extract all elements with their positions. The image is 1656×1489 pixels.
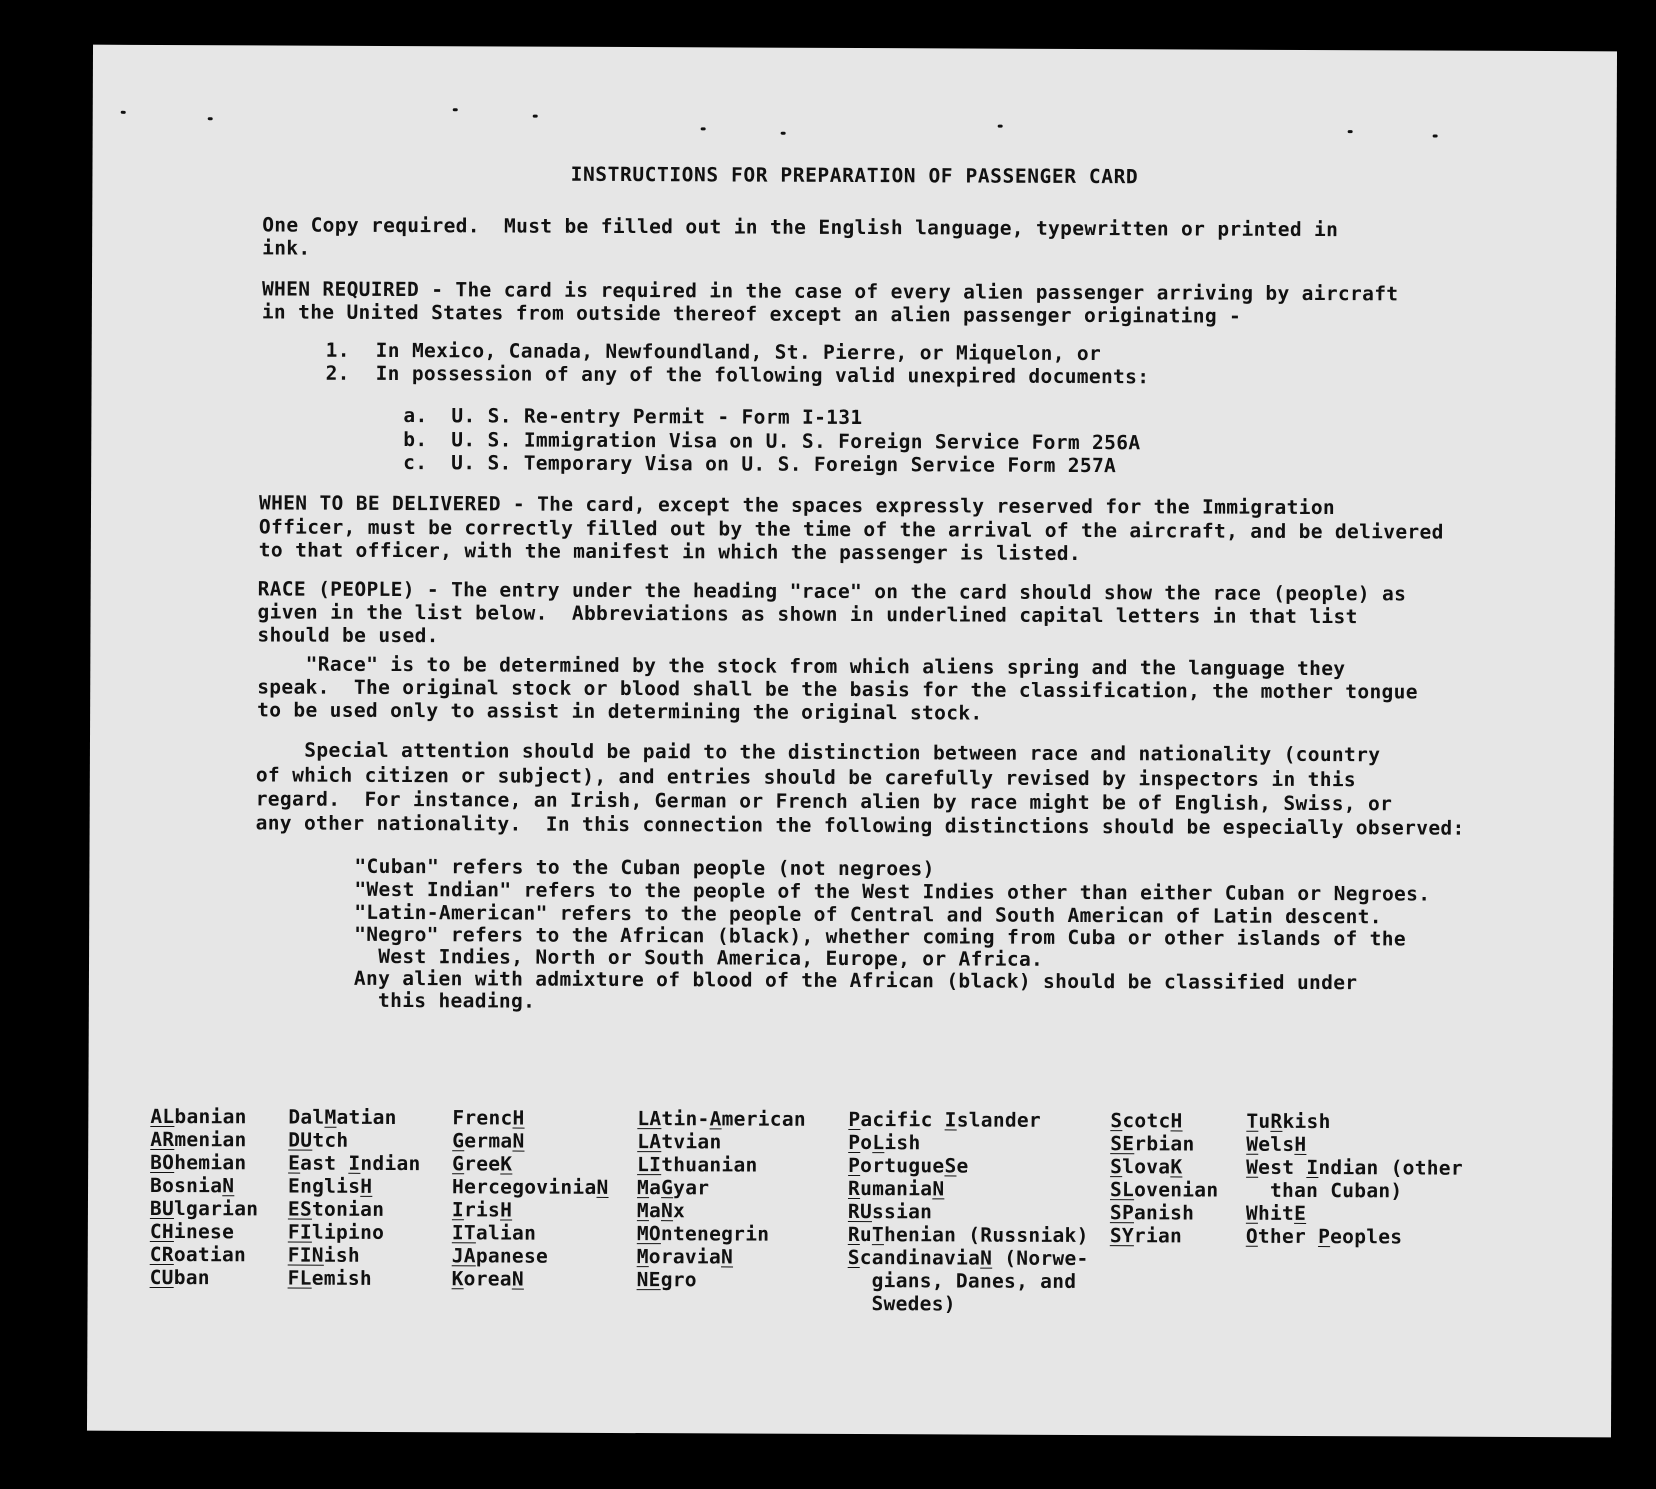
race-text: a bbox=[648, 1199, 662, 1223]
race-abbreviation: SP bbox=[1109, 1201, 1135, 1225]
race-abbreviation: SL bbox=[1109, 1178, 1135, 1202]
race-entry bbox=[1110, 1132, 1218, 1155]
document-text: U. S. Re-entry Permit - Form I-131 bbox=[451, 404, 863, 430]
race-entry bbox=[150, 1105, 258, 1128]
race-abbreviation: K bbox=[500, 1152, 513, 1176]
race-entry bbox=[452, 1198, 609, 1222]
race-abbreviation: M bbox=[636, 1176, 650, 1200]
race-text: emish bbox=[311, 1266, 372, 1290]
race-text: orea bbox=[463, 1267, 512, 1291]
race-abbreviation: CU bbox=[149, 1265, 174, 1290]
race-entry bbox=[150, 1128, 258, 1151]
race-abbreviation: G bbox=[452, 1129, 465, 1153]
race-text: lova bbox=[1122, 1155, 1171, 1179]
intro-line: ink. bbox=[262, 236, 311, 260]
race-abbreviation: SY bbox=[1109, 1224, 1134, 1248]
race-entry bbox=[150, 1151, 258, 1174]
race-text: Bosnia bbox=[150, 1173, 223, 1198]
race-abbreviation: G bbox=[452, 1152, 465, 1176]
race-entry bbox=[637, 1153, 806, 1177]
race-column bbox=[1110, 1109, 1219, 1247]
race-entry bbox=[452, 1129, 609, 1153]
race-entry bbox=[452, 1244, 609, 1268]
race-entry bbox=[848, 1108, 1089, 1132]
race-abbreviation: N bbox=[980, 1246, 993, 1270]
page-title: INSTRUCTIONS FOR PREPARATION OF PASSENGER CARD bbox=[570, 162, 1139, 189]
race-entry bbox=[452, 1152, 609, 1176]
race-column bbox=[288, 1106, 421, 1291]
race-entry bbox=[288, 1152, 421, 1176]
race-abbreviation: IT bbox=[451, 1221, 476, 1245]
race-abbreviation: JA bbox=[451, 1244, 476, 1268]
race-entry bbox=[637, 1130, 806, 1154]
race-entry bbox=[150, 1243, 258, 1266]
race-abbreviation: A bbox=[709, 1107, 722, 1131]
race-text: a bbox=[649, 1176, 662, 1200]
race-entry bbox=[452, 1221, 609, 1245]
race-text: Hercegovinia bbox=[452, 1175, 597, 1199]
race-text: rbian bbox=[1134, 1132, 1195, 1156]
race-entry bbox=[1110, 1155, 1218, 1178]
race-abbreviation: W bbox=[1246, 1132, 1259, 1156]
race-abbreviation: I bbox=[1306, 1155, 1319, 1180]
scan-speck bbox=[1433, 135, 1438, 138]
race-text: tonian bbox=[311, 1197, 385, 1221]
race-text: ovenian bbox=[1134, 1178, 1219, 1202]
race-entry bbox=[1246, 1225, 1463, 1249]
race-entry bbox=[1246, 1202, 1463, 1226]
document-letter: c. bbox=[403, 451, 428, 475]
race-text: menian bbox=[174, 1128, 247, 1152]
distinction-line: West Indies, North or South America, Europe, or Africa. bbox=[354, 944, 1044, 971]
race-text: yar bbox=[673, 1176, 710, 1200]
race-abbreviation: NE bbox=[636, 1268, 661, 1292]
race-abbreviation: W bbox=[1245, 1201, 1259, 1225]
race-abbreviation: T bbox=[1246, 1109, 1259, 1133]
race-text: o bbox=[860, 1131, 873, 1155]
race-text: ast bbox=[300, 1151, 349, 1175]
race-determined-line: speak. The original stock or blood shall be the basis for the classification, the mother tongue bbox=[257, 675, 1418, 704]
race-abbreviation: AL bbox=[150, 1104, 175, 1129]
race-entry bbox=[1110, 1224, 1218, 1247]
race-abbreviation: L bbox=[872, 1131, 885, 1155]
race-entry bbox=[637, 1107, 806, 1131]
race-entry bbox=[288, 1221, 421, 1245]
race-determined-line: "Race" is to be determined by the stock from which aliens spring and the language they bbox=[257, 652, 1346, 681]
scan-speck bbox=[701, 127, 706, 130]
race-entry bbox=[288, 1106, 421, 1130]
scan-speck bbox=[1348, 130, 1353, 133]
race-text: Swedes) bbox=[871, 1292, 956, 1316]
race-entry bbox=[452, 1175, 609, 1199]
race-entry bbox=[288, 1244, 421, 1268]
race-abbreviation: H bbox=[1170, 1109, 1183, 1133]
scan-speck bbox=[998, 125, 1003, 128]
race-abbreviation: LI bbox=[637, 1153, 662, 1177]
race-text: banian bbox=[174, 1105, 247, 1129]
race-text: (Norwe- bbox=[992, 1246, 1089, 1271]
race-text: lgarian bbox=[173, 1197, 259, 1221]
race-entry bbox=[848, 1246, 1089, 1270]
race-abbreviation: SE bbox=[1110, 1132, 1135, 1156]
when-required-line: WHEN REQUIRED - The card is required in the case of every alien passenger arriving by aircraft bbox=[261, 277, 1399, 306]
race-entry bbox=[637, 1268, 806, 1292]
race-abbreviation: I bbox=[451, 1198, 465, 1222]
race-abbreviation: M bbox=[636, 1199, 650, 1223]
race-entry bbox=[150, 1220, 258, 1243]
race-text: cotc bbox=[1122, 1109, 1171, 1133]
race-abbreviation: LA bbox=[637, 1107, 662, 1131]
race-entry bbox=[637, 1245, 806, 1269]
race-abbreviation: S bbox=[847, 1245, 860, 1270]
race-entry bbox=[150, 1266, 258, 1289]
race-text: henian (Russniak) bbox=[883, 1223, 1089, 1248]
race-abbreviation: LA bbox=[637, 1130, 662, 1154]
race-abbreviation: P bbox=[848, 1153, 861, 1178]
race-entry bbox=[288, 1198, 421, 1222]
document-letter: b. bbox=[403, 428, 428, 452]
race-text: acific bbox=[860, 1108, 945, 1132]
race-entry bbox=[848, 1223, 1089, 1247]
race-abbreviation: H bbox=[360, 1174, 373, 1198]
race-text: rian bbox=[1133, 1224, 1183, 1248]
race-abbreviation: N bbox=[222, 1174, 235, 1198]
race-abbreviation: H bbox=[500, 1198, 513, 1222]
special-attention-line: Special attention should be paid to the distinction between race and nationality (country bbox=[255, 738, 1381, 767]
race-abbreviation: I bbox=[944, 1108, 957, 1132]
race-abbreviation: FIN bbox=[287, 1243, 324, 1267]
document-text: U. S. Temporary Visa on U. S. Foreign Service Form 257A bbox=[451, 451, 1117, 478]
race-entry bbox=[452, 1267, 609, 1291]
race-abbreviation: S bbox=[1110, 1155, 1123, 1179]
race-abbreviation: P bbox=[1318, 1225, 1331, 1249]
race-text: alian bbox=[475, 1221, 537, 1245]
race-text: candinavia bbox=[859, 1246, 981, 1270]
race-entry bbox=[848, 1154, 1089, 1178]
distinction-line: Any alien with admixture of blood of the African (black) should be classified under bbox=[353, 966, 1358, 995]
race-column bbox=[637, 1107, 806, 1292]
race-column bbox=[452, 1106, 609, 1291]
race-text: merican bbox=[721, 1107, 806, 1131]
race-text: u bbox=[859, 1223, 872, 1247]
race-abbreviation: N bbox=[596, 1175, 609, 1199]
intro-line: One Copy required. Must be filled out in the English language, typewritten or printed in bbox=[262, 213, 1339, 242]
race-text: els bbox=[1258, 1132, 1295, 1156]
race-text: eoples bbox=[1330, 1225, 1403, 1249]
when-delivered-line: Officer, must be correctly filled out by the time of the arrival of the aircraft, and be delivered bbox=[258, 515, 1444, 544]
race-abbreviation: O bbox=[1245, 1224, 1258, 1248]
race-entry bbox=[1246, 1179, 1463, 1203]
distinction-line: "Negro" refers to the African (black), whether coming from Cuba or other islands of the bbox=[354, 922, 1407, 951]
race-abbreviation: K bbox=[1170, 1155, 1183, 1179]
race-text: u bbox=[1258, 1109, 1271, 1133]
race-text: ish bbox=[323, 1243, 361, 1267]
special-attention-line: regard. For instance, an Irish, German or French alien by race might be of English, Swiss, or bbox=[255, 787, 1393, 816]
race-abbreviation: ES bbox=[287, 1197, 313, 1221]
race-abbreviation: H bbox=[512, 1106, 525, 1130]
race-text: slander bbox=[956, 1108, 1042, 1132]
race-people-line: given in the list below. Abbreviations as shown in underlined capital letters in that list bbox=[257, 600, 1358, 629]
race-text: Englis bbox=[288, 1174, 361, 1198]
race-abbreviation: DU bbox=[288, 1128, 313, 1152]
race-text: kish bbox=[1282, 1109, 1331, 1134]
race-entry bbox=[288, 1129, 421, 1153]
scan-speck bbox=[453, 108, 458, 111]
race-text: Dal bbox=[288, 1105, 325, 1129]
exception-text: In possession of any of the following valid unexpired documents: bbox=[375, 361, 1150, 389]
race-text: hit bbox=[1257, 1201, 1295, 1225]
race-entry bbox=[1246, 1110, 1463, 1134]
race-abbreviation: FL bbox=[287, 1266, 312, 1290]
when-delivered-line: to that officer, with the manifest in which the passenger is listed. bbox=[258, 538, 1081, 565]
document-text: U. S. Immigration Visa on U. S. Foreign Service Form 256A bbox=[451, 428, 1141, 455]
race-people-line: should be used. bbox=[257, 623, 439, 648]
race-abbreviation: M bbox=[636, 1245, 649, 1269]
race-text: inese bbox=[173, 1220, 235, 1244]
exception-number: 2. bbox=[325, 361, 350, 385]
race-text: tvian bbox=[661, 1130, 722, 1154]
race-abbreviation: RU bbox=[847, 1199, 873, 1224]
race-text: ban bbox=[173, 1266, 210, 1290]
race-text: ntenegrin bbox=[660, 1222, 770, 1246]
race-abbreviation: N bbox=[720, 1245, 734, 1269]
document-page bbox=[87, 45, 1617, 1438]
race-abbreviation: P bbox=[848, 1107, 861, 1132]
race-abbreviation: S bbox=[944, 1154, 957, 1178]
race-abbreviation: I bbox=[348, 1151, 361, 1175]
race-abbreviation: R bbox=[847, 1176, 861, 1201]
special-attention-line: of which citizen or subject), and entries should be carefully revised by inspectors in this bbox=[255, 763, 1357, 792]
race-text: est bbox=[1258, 1155, 1307, 1179]
race-text: anish bbox=[1133, 1201, 1195, 1225]
race-entry bbox=[848, 1177, 1089, 1201]
race-entry bbox=[1110, 1109, 1218, 1132]
race-column bbox=[847, 1108, 1089, 1316]
exception-number: 1. bbox=[325, 338, 350, 362]
distinction-line: this heading. bbox=[353, 988, 536, 1013]
scan-speck bbox=[121, 111, 126, 114]
race-abbreviation: K bbox=[451, 1267, 464, 1291]
race-entry bbox=[637, 1176, 806, 1200]
scan-speck bbox=[781, 132, 786, 135]
race-entry bbox=[452, 1106, 609, 1130]
race-abbreviation: H bbox=[1294, 1132, 1307, 1156]
race-abbreviation: E bbox=[1294, 1201, 1307, 1225]
race-abbreviation: N bbox=[660, 1199, 674, 1223]
race-text: ther bbox=[1257, 1224, 1319, 1249]
race-abbreviation: N bbox=[512, 1129, 525, 1153]
race-text: thuanian bbox=[661, 1153, 758, 1177]
race-abbreviation: BO bbox=[150, 1150, 175, 1175]
race-text: panese bbox=[475, 1244, 549, 1268]
race-text: ree bbox=[464, 1152, 501, 1176]
race-text: hemian bbox=[174, 1151, 247, 1175]
race-abbreviation: R bbox=[847, 1222, 860, 1247]
race-entry bbox=[150, 1174, 258, 1197]
distinction-line: "West Indian" refers to the people of the West Indies other than either Cuban or Negroes. bbox=[354, 877, 1431, 906]
exception-text: In Mexico, Canada, Newfoundland, St. Pierre, or Miquelon, or bbox=[375, 338, 1102, 366]
race-text: x bbox=[673, 1199, 686, 1223]
race-entry bbox=[288, 1175, 421, 1199]
race-entry bbox=[1246, 1133, 1463, 1157]
race-abbreviation: CR bbox=[149, 1242, 174, 1267]
race-abbreviation: AR bbox=[150, 1127, 175, 1152]
race-abbreviation: N bbox=[511, 1267, 524, 1291]
scan-speck bbox=[208, 117, 213, 120]
race-abbreviation: CH bbox=[149, 1219, 174, 1244]
race-abbreviation: BU bbox=[149, 1196, 175, 1221]
race-entry bbox=[847, 1292, 1088, 1316]
race-text: ish bbox=[884, 1131, 921, 1155]
race-entry bbox=[637, 1199, 806, 1223]
race-text: tin- bbox=[661, 1107, 710, 1131]
race-text: oatian bbox=[173, 1243, 247, 1267]
race-text: erma bbox=[464, 1129, 513, 1153]
race-abbreviation: S bbox=[1110, 1109, 1123, 1133]
distinction-line: "Latin-American" refers to the people of Central and South American of Latin descent. bbox=[354, 900, 1382, 929]
race-entry bbox=[848, 1200, 1089, 1224]
race-abbreviation: M bbox=[324, 1105, 337, 1129]
race-abbreviation: FI bbox=[287, 1220, 312, 1244]
race-people-line: RACE (PEOPLE) - The entry under the heading "race" on the card should show the race (people) as bbox=[257, 577, 1407, 606]
race-determined-line: to be used only to assist in determining the original stock. bbox=[257, 698, 983, 725]
when-delivered-line: WHEN TO BE DELIVERED - The card, except the spaces expressly reserved for the Immigration bbox=[258, 491, 1336, 520]
race-abbreviation: G bbox=[661, 1176, 674, 1200]
race-abbreviation: MO bbox=[636, 1222, 661, 1246]
race-text: e bbox=[956, 1154, 969, 1178]
race-text: ssian bbox=[871, 1200, 933, 1224]
race-abbreviation: N bbox=[932, 1177, 945, 1201]
distinction-line: "Cuban" refers to the Cuban people (not negroes) bbox=[354, 854, 935, 881]
race-abbreviation: E bbox=[288, 1151, 301, 1175]
race-text: tch bbox=[312, 1128, 349, 1152]
race-entry bbox=[1246, 1156, 1463, 1180]
race-text: oravia bbox=[648, 1245, 722, 1269]
race-entry bbox=[150, 1197, 258, 1220]
race-text: gians, Danes, and bbox=[871, 1269, 1077, 1293]
special-attention-line: any other nationality. In this connection the following distinctions should be especially observed: bbox=[255, 811, 1465, 840]
race-text: ris bbox=[463, 1198, 501, 1222]
race-text: Frenc bbox=[452, 1106, 513, 1130]
race-text: ndian bbox=[360, 1151, 421, 1176]
document-letter: a. bbox=[403, 404, 428, 428]
race-text: ndian (other bbox=[1318, 1156, 1463, 1180]
race-entry bbox=[288, 1267, 421, 1291]
race-column bbox=[1246, 1110, 1463, 1249]
race-text: gro bbox=[660, 1268, 697, 1292]
race-entry bbox=[848, 1269, 1089, 1293]
race-text: atian bbox=[336, 1105, 397, 1130]
race-abbreviation: P bbox=[848, 1130, 861, 1155]
race-abbreviation: R bbox=[1270, 1109, 1283, 1133]
race-entry bbox=[848, 1131, 1089, 1155]
when-required-line: in the United States from outside thereof except an alien passenger originating - bbox=[261, 300, 1242, 328]
race-text: lipino bbox=[311, 1220, 385, 1244]
race-abbreviation: T bbox=[871, 1223, 885, 1247]
race-column bbox=[150, 1105, 259, 1289]
race-entry bbox=[1110, 1178, 1218, 1201]
race-text: ortugue bbox=[860, 1154, 945, 1178]
race-text: than Cuban) bbox=[1269, 1178, 1403, 1203]
scan-speck bbox=[533, 115, 538, 118]
race-text: umania bbox=[860, 1177, 933, 1201]
race-entry bbox=[1110, 1201, 1218, 1224]
race-entry bbox=[637, 1222, 806, 1246]
race-abbreviation: W bbox=[1246, 1155, 1259, 1179]
